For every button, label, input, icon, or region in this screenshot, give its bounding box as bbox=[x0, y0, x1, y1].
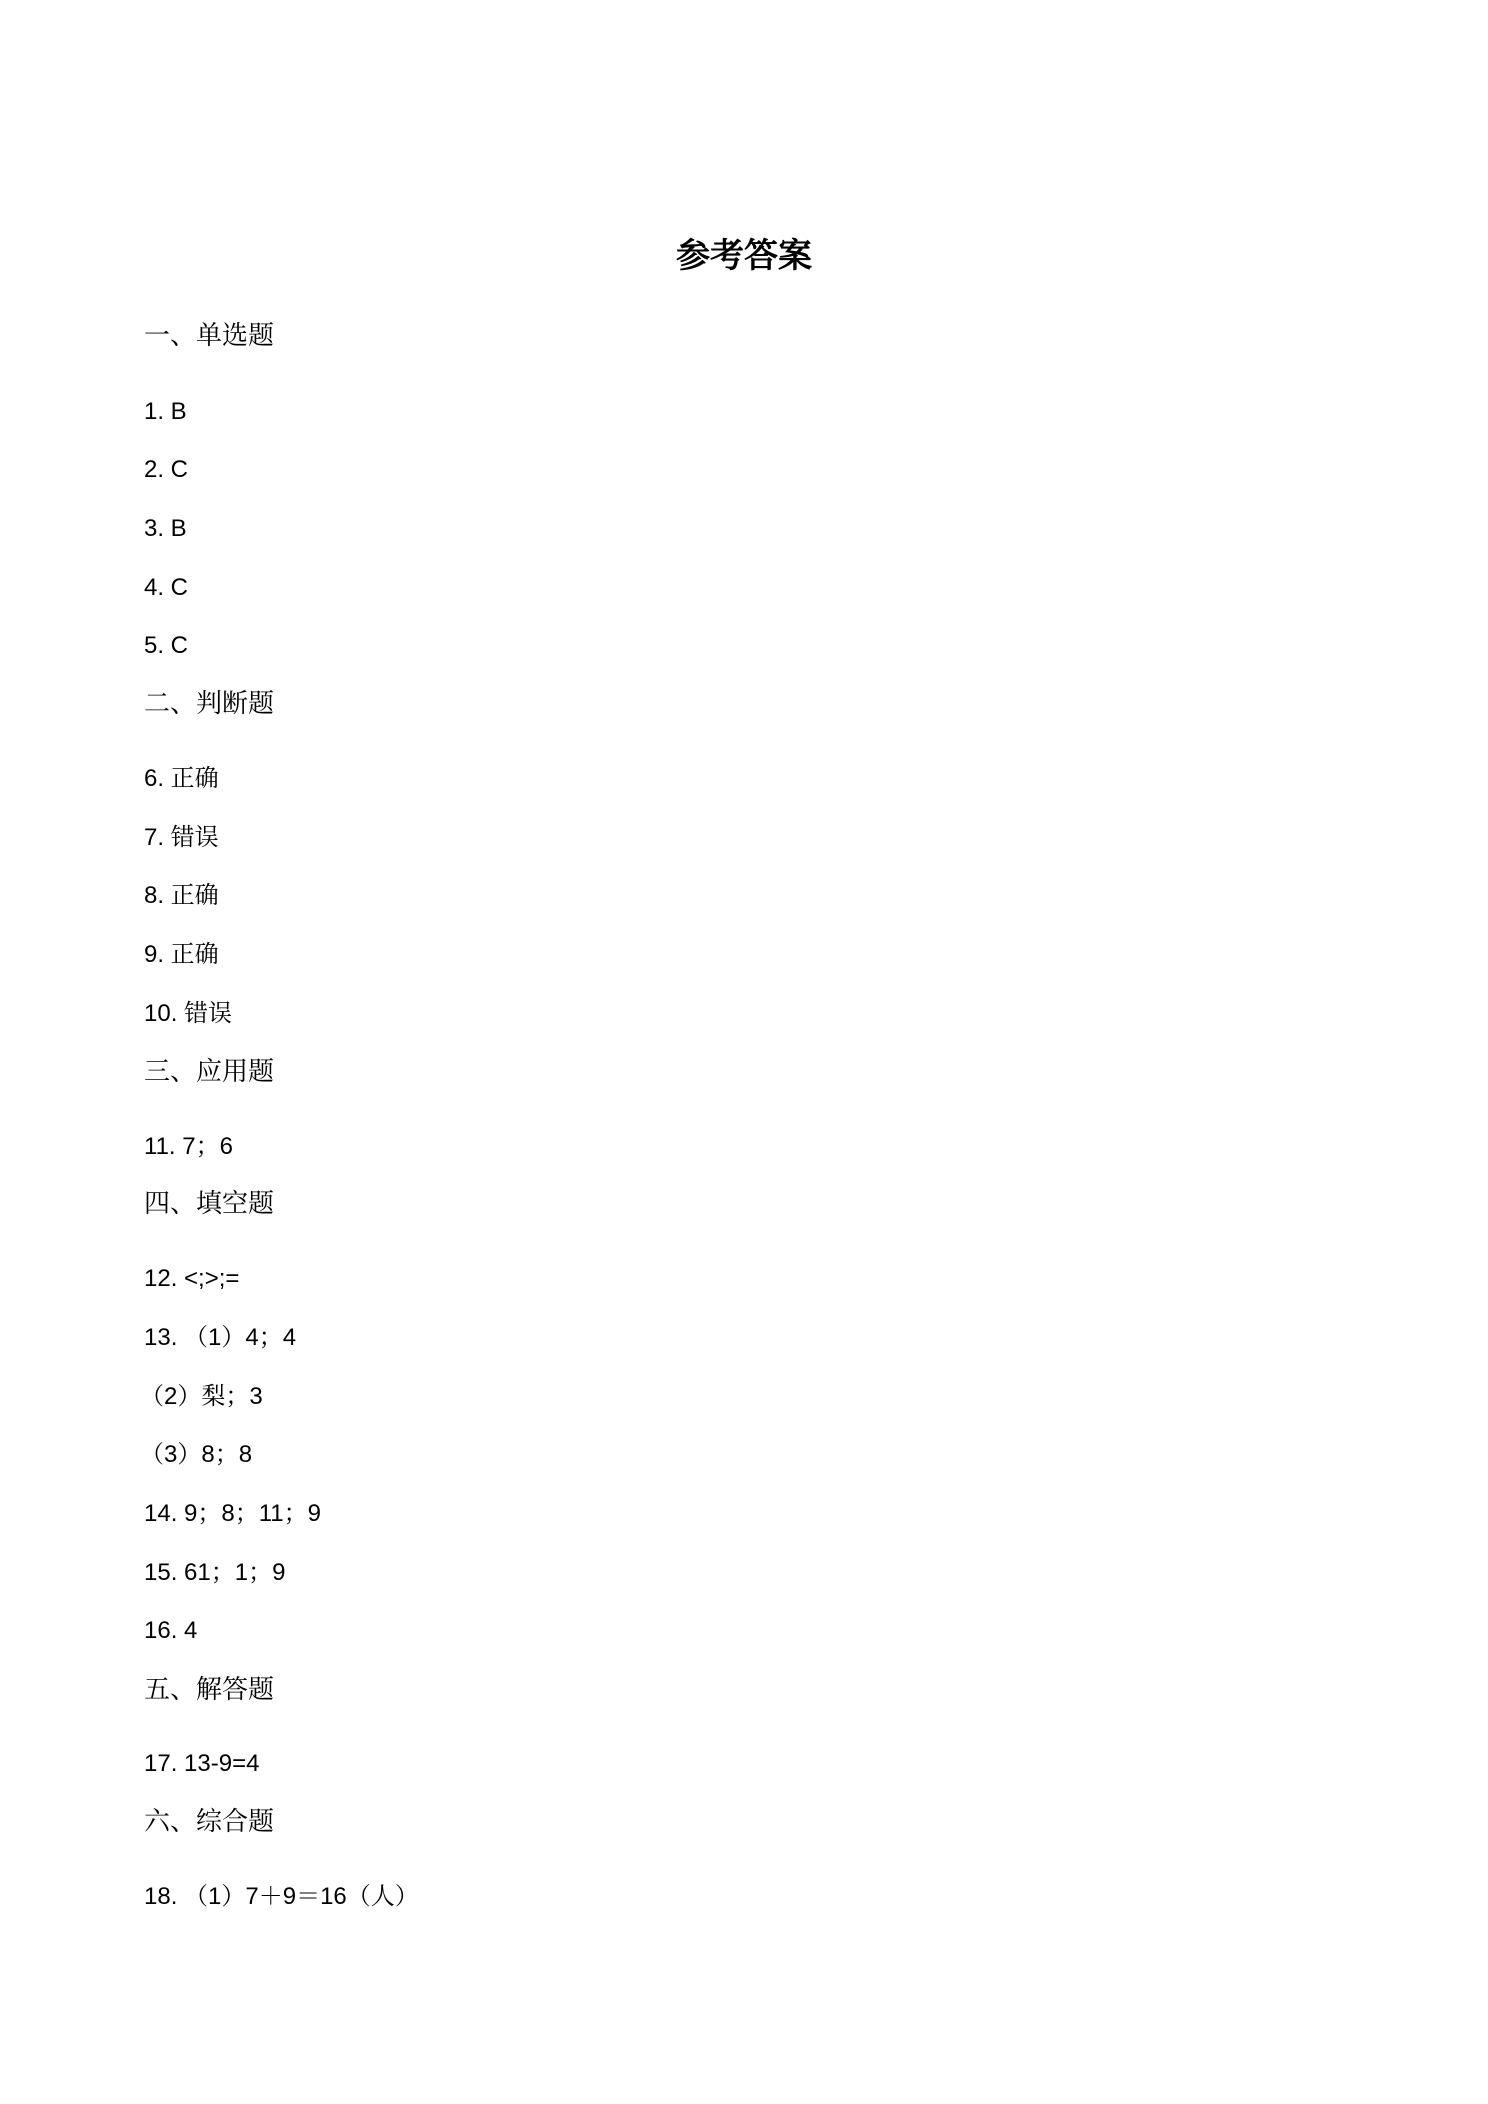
answer-line: 11. 7；6 bbox=[144, 1133, 233, 1160]
answer-line: 13. （1）4；4 bbox=[144, 1324, 297, 1351]
answer-line: 14. 9；8；11；9 bbox=[144, 1500, 321, 1527]
answer-line: 10. 错误 bbox=[144, 1000, 233, 1027]
answer-line: 2. C bbox=[144, 456, 189, 483]
answer-line: 7. 错误 bbox=[144, 824, 219, 851]
section-heading-true-false: 二、判断题 bbox=[144, 689, 275, 719]
answer-line: 17. 13-9=4 bbox=[144, 1750, 260, 1777]
page-title: 参考答案 bbox=[676, 236, 812, 276]
answer-line: 6. 正确 bbox=[144, 765, 219, 792]
section-heading-fill-blank: 四、填空题 bbox=[144, 1189, 275, 1219]
answer-line: 18. （1）7＋9＝16（人） bbox=[144, 1883, 419, 1910]
section-heading-comprehensive: 六、综合题 bbox=[144, 1807, 275, 1837]
answer-line: 16. 4 bbox=[144, 1617, 198, 1644]
answer-line: 8. 正确 bbox=[144, 882, 219, 909]
answer-line: 12. <;>;= bbox=[144, 1265, 240, 1292]
answer-line: 4. C bbox=[144, 574, 189, 601]
answer-subline: （2）梨；3 bbox=[140, 1383, 263, 1410]
answer-line: 9. 正确 bbox=[144, 941, 219, 968]
section-heading-solution: 五、解答题 bbox=[144, 1675, 275, 1705]
section-heading-single-choice: 一、单选题 bbox=[144, 321, 275, 351]
answer-line: 3. B bbox=[144, 515, 187, 542]
answer-line: 1. B bbox=[144, 398, 187, 425]
answer-line: 15. 61；1；9 bbox=[144, 1559, 286, 1586]
answer-line: 5. C bbox=[144, 632, 189, 659]
answer-subline: （3）8；8 bbox=[140, 1441, 253, 1468]
section-heading-application: 三、应用题 bbox=[144, 1057, 275, 1087]
